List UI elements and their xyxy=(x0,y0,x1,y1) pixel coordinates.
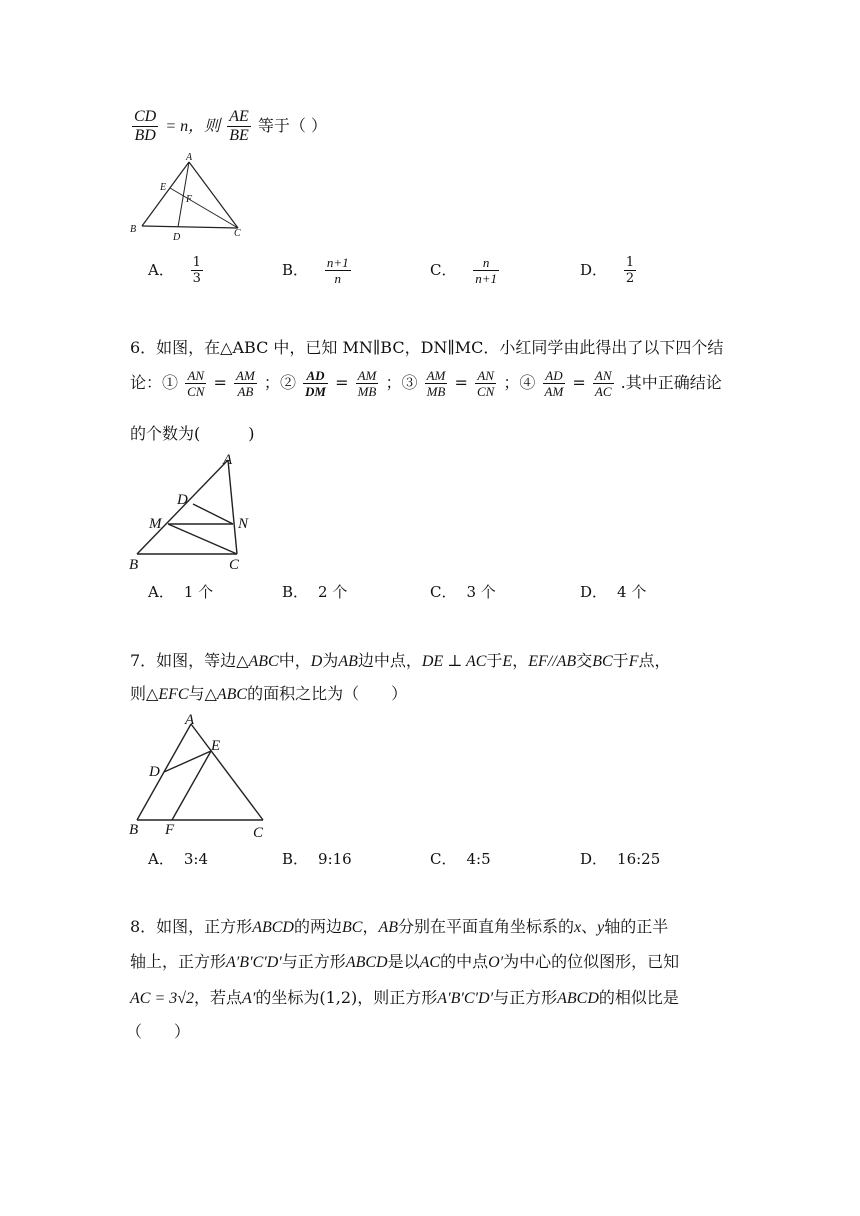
q6-label-m: M xyxy=(149,516,162,532)
q6-option-d[interactable]: D． 4 个 xyxy=(580,583,647,601)
q8-line2: 轴上，正方形A′B′C′D′与正方形ABCD是以AC的中点O′为中心的位似图形，已知 xyxy=(130,952,680,971)
q7-label-c: C xyxy=(253,825,264,840)
q6-option-b[interactable]: B． 2 个 xyxy=(282,583,348,601)
q5-option-d[interactable]: D． $\frac{1}{2}$ xyxy=(580,255,635,286)
q5-stem: $\frac{CD}{BD}$ = n，则 $\frac{AE}{BE}$ 等于（ ） xyxy=(134,108,327,144)
q7-label-b: B xyxy=(129,822,139,838)
q7-figure xyxy=(125,710,270,840)
q5-fraction-cd-bd: $\frac{CD}{BD}$ xyxy=(134,108,157,144)
q7-line1: 7．如图，等边△ABC中，D为AB边中点，DE ⊥ AC于E，EF//AB交BC于F点， xyxy=(130,651,671,670)
q8-line1: 8．如图，正方形ABCD的两边BC，AB分别在平面直角坐标系的x、y轴的正半 xyxy=(130,917,669,936)
q5-fraction-ae-be: $\frac{AE}{BE}$ xyxy=(229,108,249,144)
q5-option-a[interactable]: A． $\frac{1}{3}$ xyxy=(148,255,201,286)
q7-option-c[interactable]: C． 4:5 xyxy=(430,850,491,868)
q5-label-b: B xyxy=(130,224,137,235)
q5-label-d: D xyxy=(173,232,181,243)
q7-label-e: E xyxy=(211,738,221,754)
q7-option-a[interactable]: A． 3:4 xyxy=(148,850,208,868)
q6-label-c: C xyxy=(229,557,240,573)
q5-option-c[interactable]: C． $\frac{n}{n+1}$ xyxy=(430,255,498,286)
q5-figure xyxy=(128,150,248,245)
q5-option-b[interactable]: B． $\frac{n+1}{n}$ xyxy=(282,255,349,286)
q7-line2: 则△EFC与△ABC的面积之比为（ ） xyxy=(130,684,408,703)
q7-label-a: A xyxy=(185,712,195,728)
q5-label-f: F xyxy=(186,194,193,205)
q6-label-n: N xyxy=(238,516,249,532)
q5-label-a: A xyxy=(186,152,193,163)
q6-figure xyxy=(125,448,260,573)
q6-option-a[interactable]: A． 1 个 xyxy=(148,583,214,601)
q5-label-c: C xyxy=(234,228,241,239)
q5-label-e: E xyxy=(160,182,167,193)
q6-label-a: A xyxy=(223,452,233,468)
q6-line2: 论：① $\frac{AN}{CN}$ = $\frac{AM}{AB}$ ；② $\frac{AD}{DM}$ = $\frac{AM}{MB}$ ；③ $\frac{AM}{MB}$ = $\frac{AN}{CN}$ ；④ $\frac{AD}{AM}$ = $\frac{AN}{AC}$ .其中正确结论 xyxy=(130,368,722,399)
q7-option-b[interactable]: B． 9:16 xyxy=(282,850,352,868)
q6-line1: 6．如图，在△ABC 中，已知 MN∥BC，DN∥MC．小红同学由此得出了以下四个结 xyxy=(130,338,724,357)
q6-line3: 的个数为( ) xyxy=(130,424,255,443)
q7-label-f: F xyxy=(165,822,175,838)
q7-label-d: D xyxy=(149,764,160,780)
q6-label-b: B xyxy=(129,557,139,573)
q6-option-c[interactable]: C． 3 个 xyxy=(430,583,496,601)
q8-line3: AC = 3√2，若点A′的坐标为(1,2)，则正方形A′B′C′D′与正方形ABCD的相似比是 xyxy=(130,988,679,1007)
q7-option-d[interactable]: D． 16:25 xyxy=(580,850,661,868)
q6-label-d: D xyxy=(177,492,188,508)
q8-line4: （ ） xyxy=(126,1022,191,1041)
